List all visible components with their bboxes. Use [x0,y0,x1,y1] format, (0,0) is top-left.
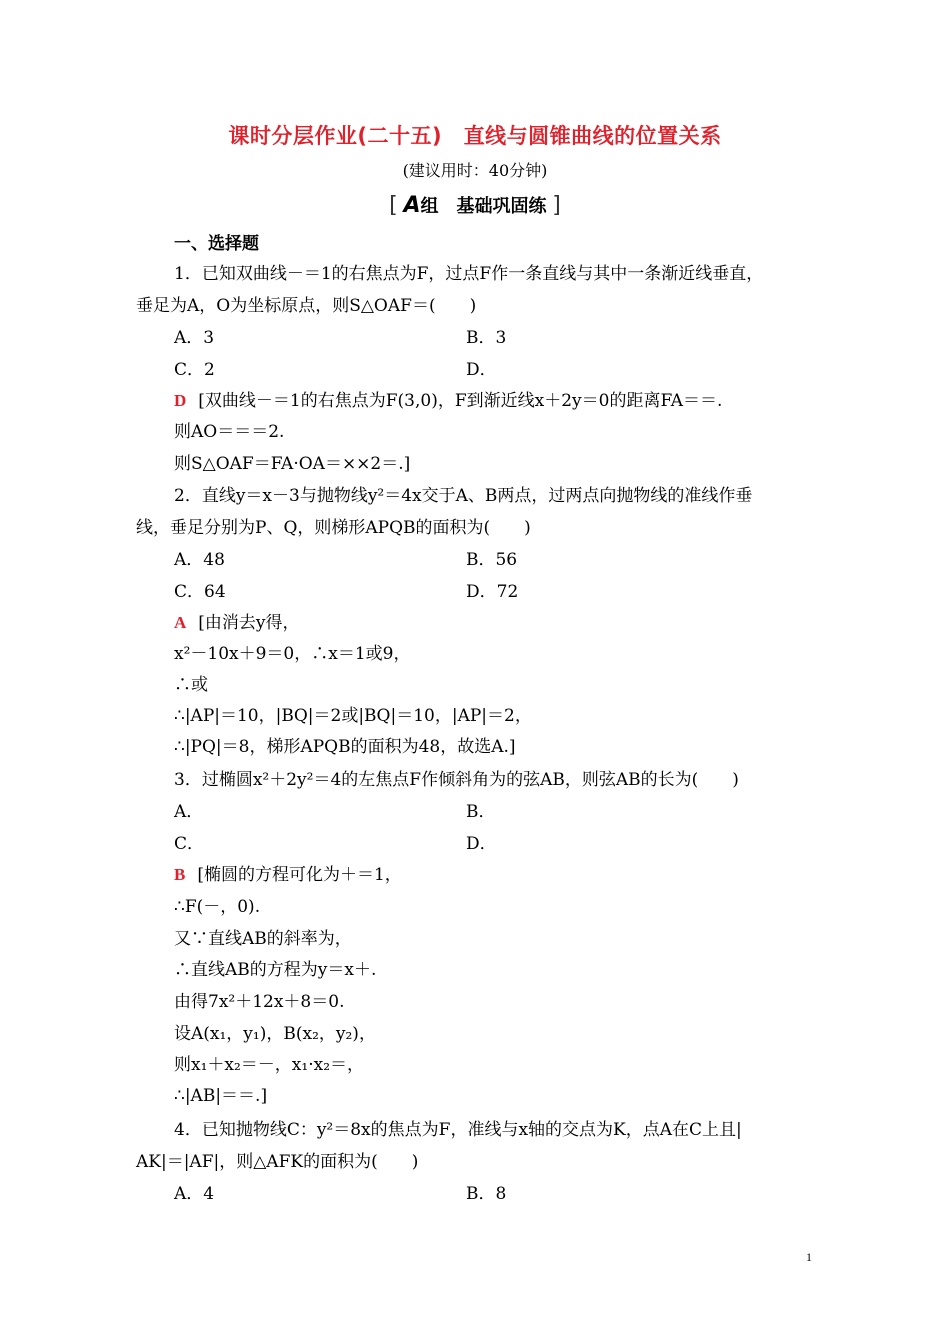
solution-line: ∴或 [174,675,208,695]
solution-text: [双曲线－＝1的右焦点为F(3,0)，F到渐近线x＋2y＝0的距离FA＝＝. [198,391,723,411]
page-number: 1 [806,1250,812,1264]
option-c: C．64 [174,582,226,602]
solution-line: x²－10x＋9＝0，∴x＝1或9， [174,644,411,664]
answer-letter: B [174,865,186,884]
option-d: D． [466,834,497,854]
solution-line: ∴F(－，0). [174,897,261,917]
group-label: 组 基础巩固练 [420,196,547,217]
solution-line: 则S△OAF＝FA·OA＝××2＝.] [174,454,411,474]
option-b: B．8 [466,1184,507,1204]
group-heading [0,192,950,218]
option-c: C． [174,834,205,854]
solution-line: 设A(x₁，y₁)，B(x₂，y₂)， [174,1024,376,1044]
question-1-text-cont: 垂足为A，O为坐标原点，则S△OAF＝( ) [136,296,477,316]
option-b: B． [466,802,496,822]
option-a: A．4 [174,1184,215,1204]
solution-line: 则x₁＋x₂＝－，x₁·x₂＝， [174,1055,365,1075]
page-title: 课时分层作业(二十五) 直线与圆锥曲线的位置关系 [228,124,722,148]
option-a: A．3 [174,328,215,348]
group-letter: A [403,193,421,218]
answer-1 [174,389,722,413]
solution-line: 又∵直线AB的斜率为， [174,929,352,949]
answer-3 [174,863,402,887]
question-2-text-cont: 线，垂足分别为P、Q，则梯形APQB的面积为( ) [136,518,531,538]
bracket-left: [ [389,193,398,218]
answer-letter: A [174,613,187,632]
option-d: D． [466,360,497,380]
solution-line: ∴|AB|＝＝.] [174,1086,268,1106]
option-b: B．3 [466,328,507,348]
question-1-text: 1．已知双曲线－＝1的右焦点为F，过点F作一条直线与其中一条渐近线垂直， [174,264,764,284]
section-heading: 一、选择题 [174,234,259,254]
question-3-text: 3．过椭圆x²＋2y²＝4的左焦点F作倾斜角为的弦AB，则弦AB的长为( ) [174,770,739,790]
solution-line: ∴|AP|＝10，|BQ|＝2或|BQ|＝10，|AP|＝2， [174,706,532,726]
option-b: B．56 [466,550,518,570]
solution-text: [由消去y得， [198,613,300,633]
question-4-text-cont: AK|＝|AF|，则△AFK的面积为( ) [136,1152,419,1172]
option-a: A． [174,802,204,822]
time-suggestion: (建议用时：40分钟) [402,161,548,180]
answer-2 [174,611,300,635]
question-4-text: 4．已知抛物线C：y²＝8x的焦点为F，准线与x轴的交点为K，点A在C上且| [174,1120,742,1140]
solution-line: 则AO＝＝＝2. [174,422,285,442]
solution-line: ∴直线AB的方程为y＝x＋. [174,960,377,980]
option-a: A．48 [174,550,225,570]
bracket-right: ] [552,193,561,218]
option-d: D．72 [466,582,519,602]
question-2-text: 2．直线y＝x－3与抛物线y²＝4x交于A、B两点，过两点向抛物线的准线作垂 [174,486,753,506]
option-c: C．2 [174,360,215,380]
answer-letter: D [174,391,187,410]
solution-line: 由得7x²＋12x＋8＝0. [174,992,345,1012]
solution-text: [椭圆的方程可化为＋＝1， [197,865,402,885]
solution-line: ∴|PQ|＝8，梯形APQB的面积为48，故选A.] [174,737,516,757]
